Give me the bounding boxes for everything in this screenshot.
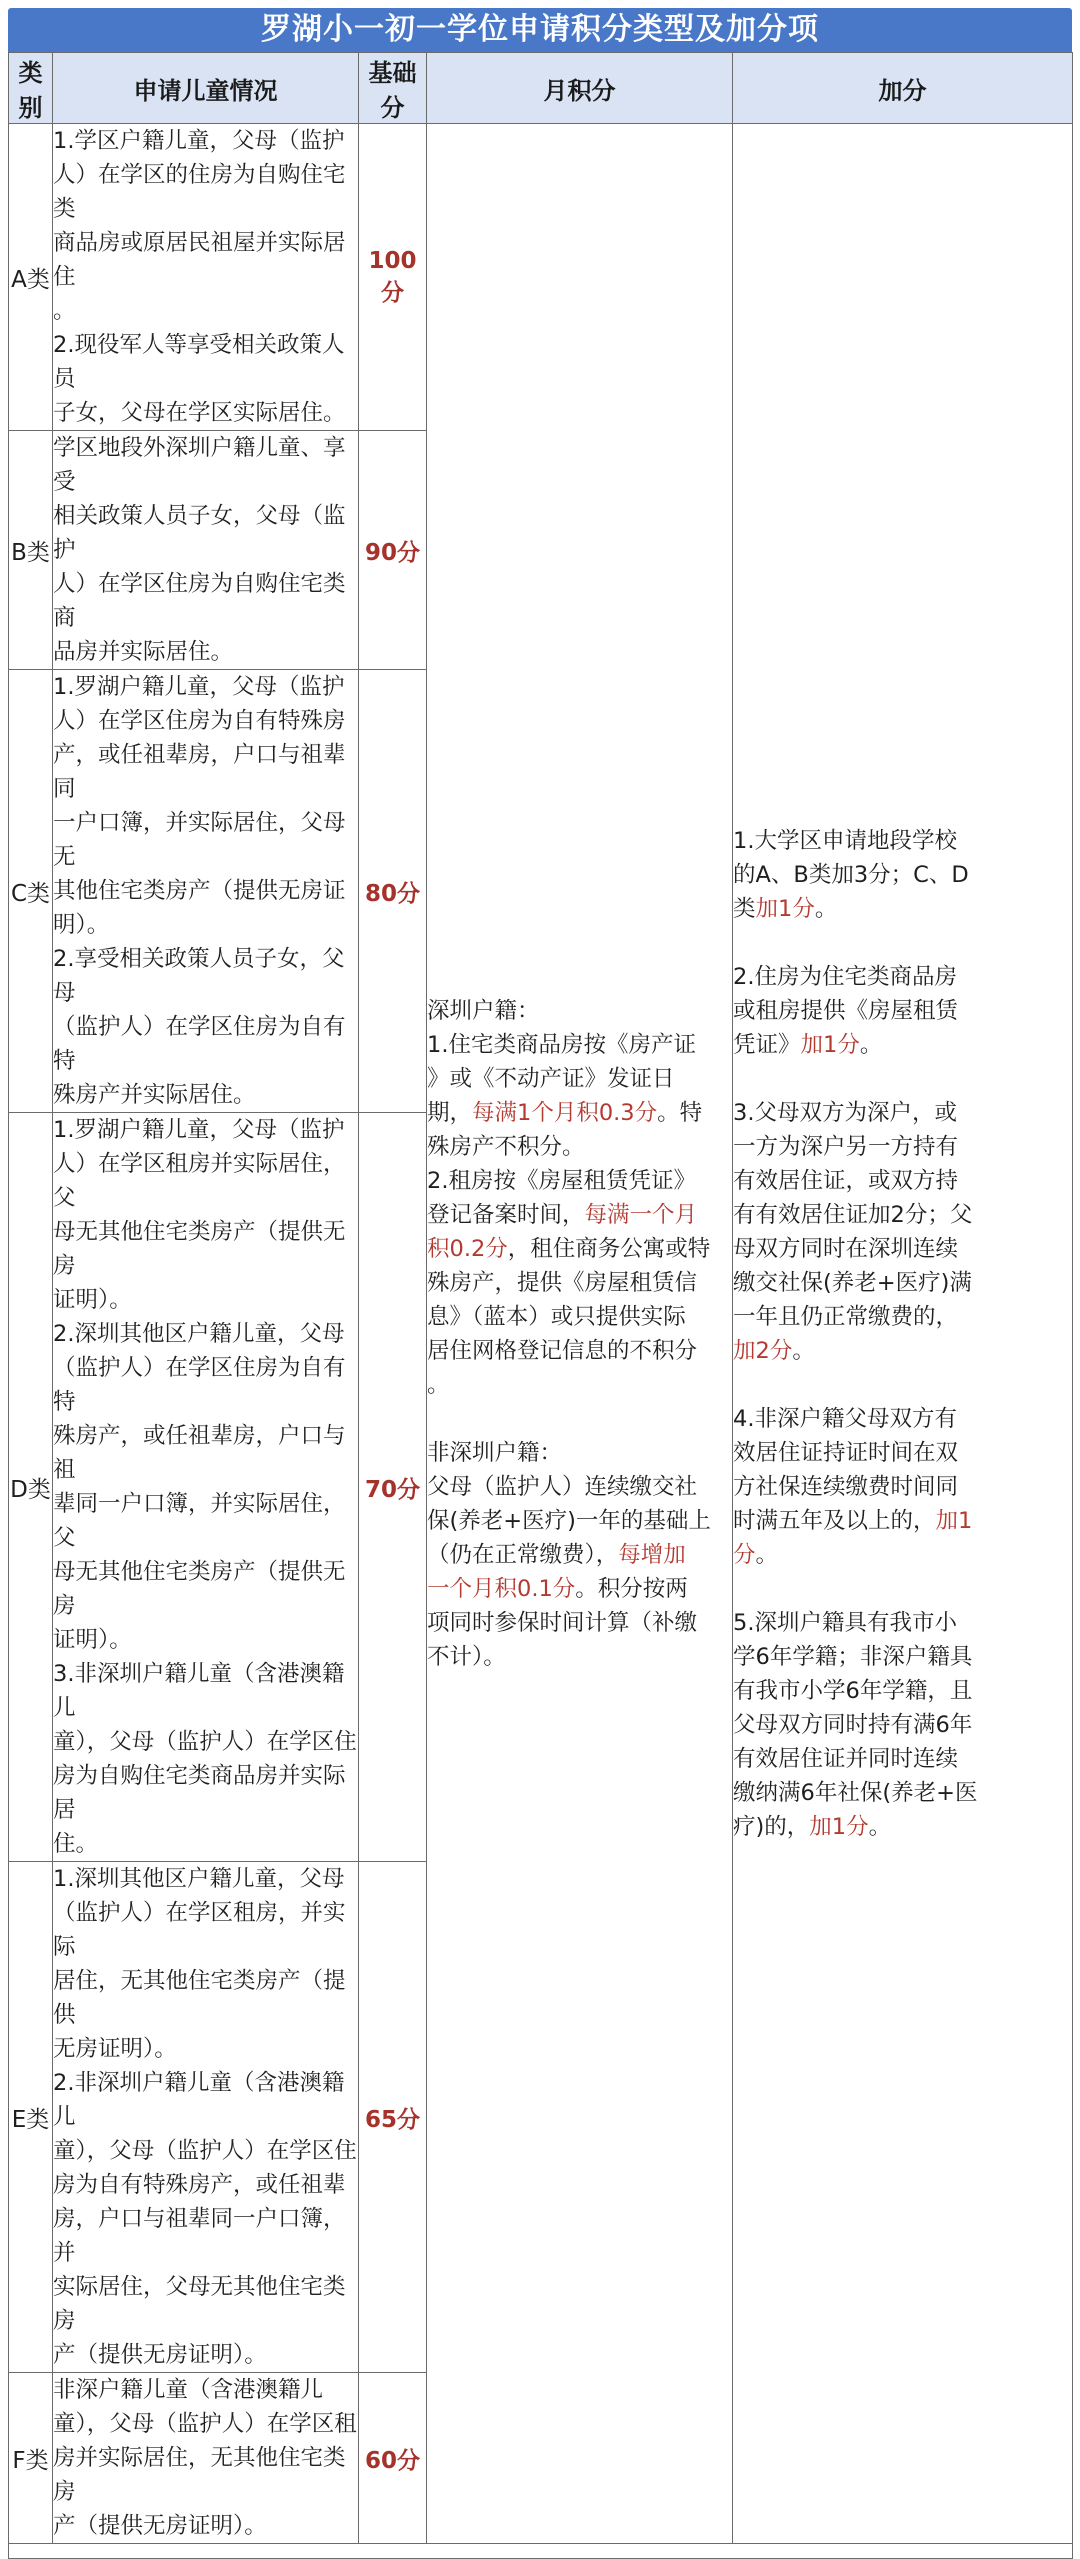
base-score-cell: 100分 — [359, 124, 427, 431]
highlight-text: 每满1个月积0.3分 — [472, 1099, 658, 1126]
highlight-text: 分 — [733, 1541, 756, 1568]
situation-cell: 1.罗湖户籍儿童，父母（监护 人）在学区住房为自有特殊房 产，或任祖辈房，户口与祖辈同 一户口簿，并实际居住，父母无 其他住宅类房产（提供无房证 明）。 2.享受相关政策人员子女，父母 （监护人）在学区住房为自有特 殊房产并实际居住。 — [53, 670, 359, 1113]
highlight-text: 加1分 — [755, 895, 815, 922]
highlight-text: 加2分 — [733, 1337, 793, 1364]
monthly-points-cell: 深圳户籍： 1.住宅类商品房按《房产证 》或《不动产证》发证日 期，每满1个月积0.3分。特 殊房产不积分。 2.租房按《房屋租赁凭证》 登记备案时间，每满一个月 积0.2分，租住商务公寓或特 殊房产，提供《房屋租赁信 息》（蓝本）或只提供实际 居住网格登记信息的不积分 。 非深圳户籍： 父母（监护人）连续缴交社 保(养老+医疗)一年的基础上 （仍在正常缴费），每增加 一个月积0.1分。积分按两 项同时参保时间计算（补缴 不计）。 — [427, 124, 733, 2544]
base-score-cell: 90分 — [359, 431, 427, 670]
points-table-sheet — [8, 8, 1072, 2539]
category-cell: C类 — [9, 670, 53, 1113]
situation-cell: 1.深圳其他区户籍儿童，父母 （监护人）在学区租房，并实际 居住，无其他住宅类房产（提供 无房证明）。 2.非深圳户籍儿童（含港澳籍儿 童），父母（监护人）在学区住 房为自有特殊房产，或任祖辈 房，户口与祖辈同一户口簿，并 实际居住，父母无其他住宅类房 产（提供无房证明）。 — [53, 1862, 359, 2373]
category-cell: F类 — [9, 2373, 53, 2544]
points-table — [8, 52, 1073, 2559]
header-base: 基础分 — [359, 53, 427, 124]
highlight-text: 每满一个月 — [584, 1201, 698, 1228]
category-cell: D类 — [9, 1113, 53, 1862]
bonus-points-cell: 1.大学区申请地段学校 的A、B类加3分；C、D 类加1分。 2.住房为住宅类商品房 或租房提供《房屋租赁 凭证》加1分。 3.父母双方为深户，或 一方为深户另一方持有 有效居住证，或双方持 有有效居住证加2分；父 母双方同时在深圳连续 缴交社保(养老+医疗)满 一年且仍正常缴费的， 加2分。 4.非深户籍父母双方有 效居住证持证时间在双 方社保连续缴费时间同 时满五年及以上的，加1 分。 5.深圳户籍具有我市小 学6年学籍；非深户籍具 有我市小学6年学籍，且 父母双方同时持有满6年 有效居住证并同时连续 缴纳满6年社保(养老+医 疗)的，加1分。 — [733, 124, 1073, 2544]
highlight-text: 每增加 — [618, 1541, 686, 1568]
situation-cell: 1.罗湖户籍儿童，父母（监护 人）在学区租房并实际居住，父 母无其他住宅类房产（提供无房 证明）。 2.深圳其他区户籍儿童，父母 （监护人）在学区住房为自有特 殊房产，或任祖辈房，户口与祖 辈同一户口簿，并实际居住，父 母无其他住宅类房产（提供无房 证明）。 3.非深圳户籍儿童（含港澳籍儿 童），父母（监护人）在学区住 房为自购住宅类商品房并实际居 住。 — [53, 1113, 359, 1862]
situation-cell: 1.学区户籍儿童，父母（监护 人）在学区的住房为自购住宅类 商品房或原居民祖屋并实际居住 。 2.现役军人等享受相关政策人员 子女，父母在学区实际居住。 — [53, 124, 359, 431]
table-title: 罗湖小一初一学位申请积分类型及加分项 — [8, 8, 1072, 52]
table-row-a — [9, 124, 1073, 431]
header-row — [9, 53, 1073, 124]
table-bottom-strip — [9, 2544, 1073, 2559]
highlight-text: 加1分 — [809, 1813, 869, 1840]
header-situation: 申请儿童情况 — [53, 53, 359, 124]
category-cell: E类 — [9, 1862, 53, 2373]
header-bonus: 加分 — [733, 53, 1073, 124]
highlight-text: 积0.2分 — [427, 1235, 508, 1262]
base-score-cell: 80分 — [359, 670, 427, 1113]
base-score-cell: 70分 — [359, 1113, 427, 1862]
base-score-cell: 65分 — [359, 1862, 427, 2373]
base-score-cell: 60分 — [359, 2373, 427, 2544]
category-cell: A类 — [9, 124, 53, 431]
situation-cell: 非深户籍儿童（含港澳籍儿 童），父母（监护人）在学区租 房并实际居住，无其他住宅类房 产（提供无房证明）。 — [53, 2373, 359, 2544]
highlight-text: 加1 — [935, 1507, 973, 1534]
situation-cell: 学区地段外深圳户籍儿童、享受 相关政策人员子女，父母（监护 人）在学区住房为自购住宅类商 品房并实际居住。 — [53, 431, 359, 670]
header-category: 类别 — [9, 53, 53, 124]
header-monthly: 月积分 — [427, 53, 733, 124]
category-cell: B类 — [9, 431, 53, 670]
highlight-text: 一个月积0.1分 — [427, 1575, 576, 1602]
highlight-text: 加1分 — [800, 1031, 860, 1058]
